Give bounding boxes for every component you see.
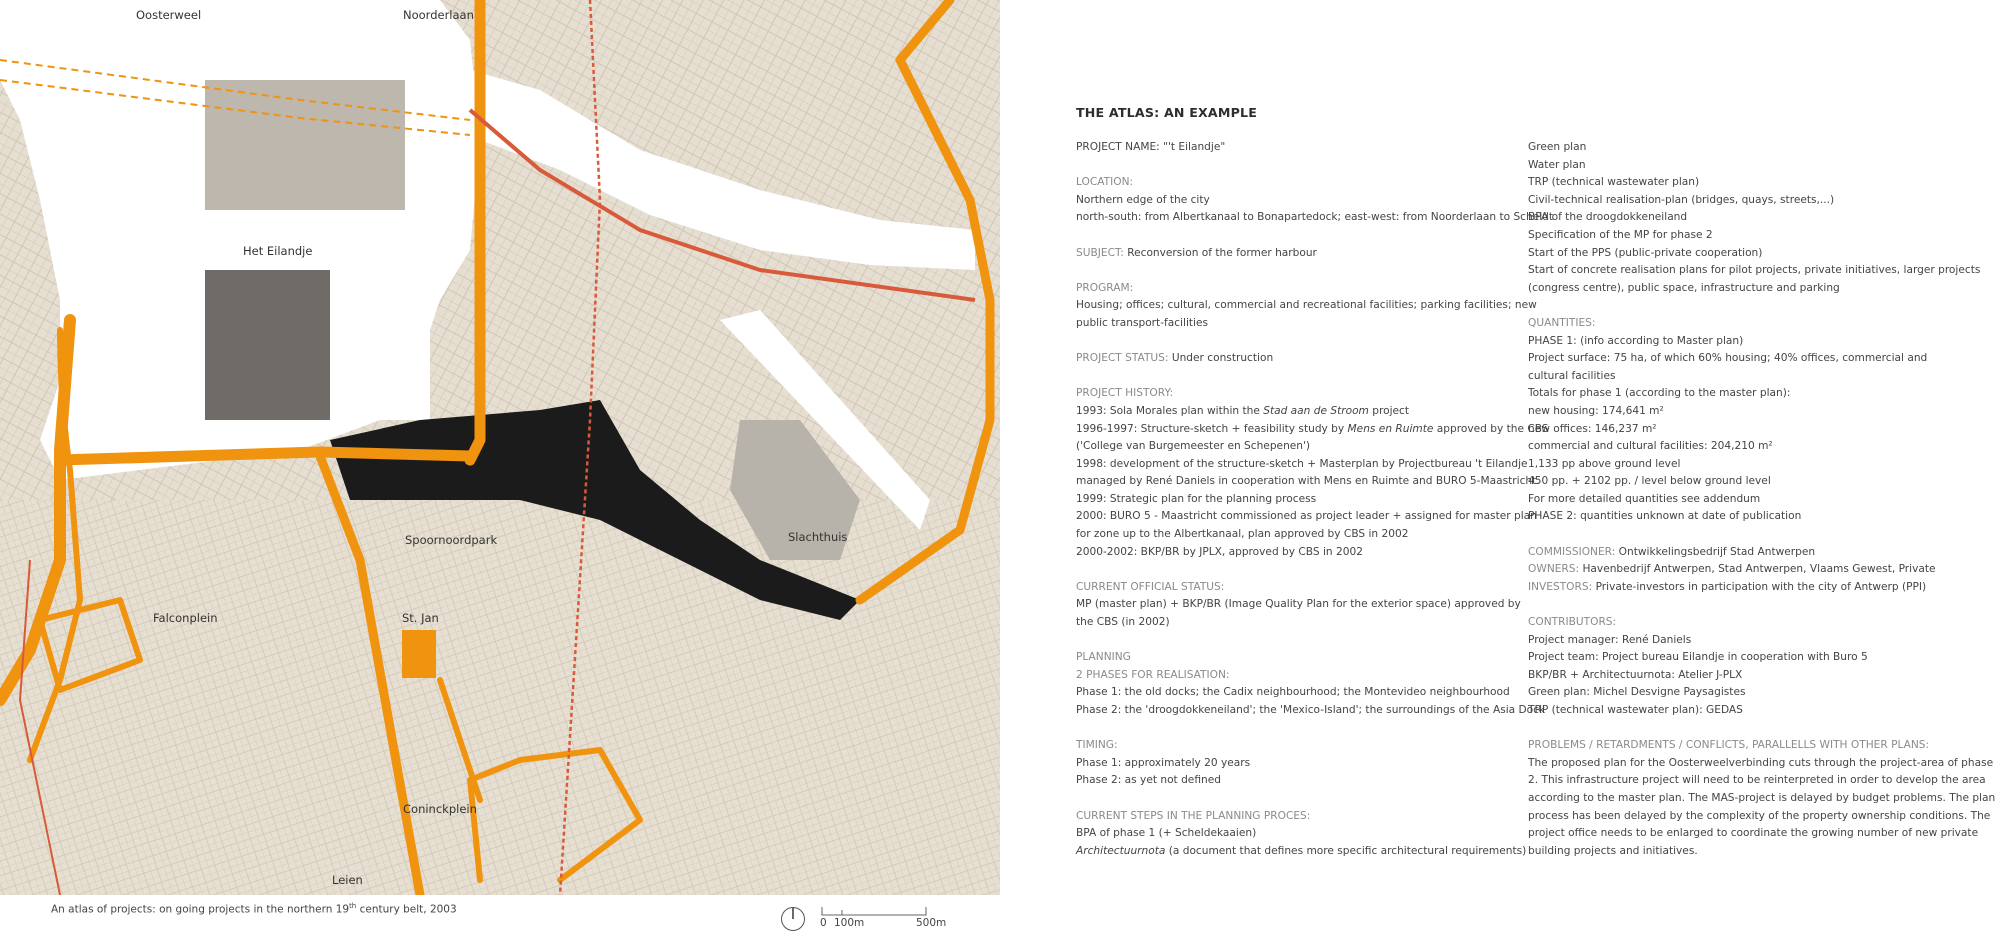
quantity-line: PHASE 1: (info according to Master plan) <box>1528 334 1744 347</box>
timing-label: TIMING: <box>1076 739 1118 752</box>
contributor-line: Green plan: Michel Desvigne Paysagistes <box>1528 686 1746 699</box>
program-line: Housing; offices; cultural, commercial and recreational facilities; parking facilities; new <box>1076 299 1537 312</box>
official-status-line: the CBS (in 2002) <box>1076 616 1170 629</box>
location-line: north-south: from Albertkanaal to Bonapartedock; east-west: from Noorderlaan to Scheldt <box>1076 211 1554 224</box>
history-line: 1999: Strategic plan for the planning process <box>1076 492 1317 505</box>
project-description <box>1076 0 1996 895</box>
quantity-line: 450 pp. + 2102 pp. / level below ground level <box>1528 475 1771 488</box>
column-left <box>1076 139 1554 860</box>
history-line: 2000: BURO 5 - Maastricht commissioned as project leader + assigned for master plan <box>1076 510 1537 523</box>
dock-block <box>205 80 405 210</box>
history-line: managed by René Daniels in cooperation with Mens en Ruimte and BURO 5-Maastricht. <box>1076 475 1540 488</box>
program-label: PROGRAM: <box>1076 281 1134 294</box>
steps-line: BPA of phase 1 (+ Scheldekaaien) <box>1076 827 1257 840</box>
timing-line: Phase 2: as yet not defined <box>1076 774 1221 787</box>
plan-line: (congress centre), public space, infrastructure and parking <box>1528 281 1840 294</box>
contributor-line: Project manager: René Daniels <box>1528 633 1692 646</box>
commissioner: COMMISSIONER: Ontwikkelingsbedrijf Stad Antwerpen <box>1528 545 1816 558</box>
project-status: PROJECT STATUS: Under construction <box>1076 352 1274 365</box>
owners: OWNERS: Havenbedrijf Antwerpen, Stad Antwerpen, Vlaams Gewest, Private <box>1528 563 1936 576</box>
north-arrow-icon <box>780 906 806 932</box>
map-label-het-eilandje: Het Eilandje <box>243 244 313 258</box>
map-label-slachthuis: Slachthuis <box>788 530 848 544</box>
planning-label: PLANNING <box>1076 651 1131 664</box>
quantity-line: For more detailed quantities see addendum <box>1528 492 1761 505</box>
quantity-line: new housing: 174,641 m² <box>1528 404 1664 417</box>
problem-line: building projects and initiatives. <box>1528 844 1698 857</box>
quantity-line: Project surface: 75 ha, of which 60% housing; 40% offices, commercial and <box>1528 352 1928 365</box>
steps-label: CURRENT STEPS IN THE PLANNING PROCES: <box>1076 809 1311 822</box>
contributor-line: BKP/BR + Architectuurnota: Atelier J-PLX <box>1528 668 1743 681</box>
column-right <box>1528 139 1996 860</box>
history-line: 1998: development of the structure-sketch + Masterplan by Projectbureau 't Eilandje <box>1076 457 1528 470</box>
history-line: ('College van Burgemeester en Schepenen') <box>1076 440 1311 453</box>
contributors-label: CONTRIBUTORS: <box>1528 616 1617 629</box>
map-label-coninckplein: Coninckplein <box>403 802 477 816</box>
quantity-line: Totals for phase 1 (according to the master plan): <box>1528 387 1791 400</box>
history-label: PROJECT HISTORY: <box>1076 387 1174 400</box>
plan-line: Civil-technical realisation-plan (bridges, quays, streets,...) <box>1528 193 1835 206</box>
scale-label-500m: 500m <box>916 917 947 929</box>
problem-line: according to the master plan. The MAS-project is delayed by budget problems. The plan <box>1528 791 1996 804</box>
project-name: PROJECT NAME: "'t Eilandje" <box>1076 141 1226 153</box>
page-title: THE ATLAS: AN EXAMPLE <box>1076 105 1258 120</box>
plan-line: Start of the PPS (public-private cooperation) <box>1528 246 1763 259</box>
map-label-falconplein: Falconplein <box>153 611 218 625</box>
plan-line: Specification of the MP for phase 2 <box>1528 228 1713 241</box>
map-label-spoornoordpark: Spoornoordpark <box>405 533 498 547</box>
quantities-label: QUANTITIES: <box>1528 316 1596 329</box>
timing-line: Phase 1: approximately 20 years <box>1076 756 1251 769</box>
scale-label-100m: 100m <box>834 917 865 929</box>
map-label-noorderlaan: Noorderlaan <box>403 8 474 22</box>
plan-line: BPA of the droogdokkeneiland <box>1528 211 1688 224</box>
official-status-label: CURRENT OFFICIAL STATUS: <box>1076 580 1225 593</box>
quantity-line: cultural facilities <box>1528 369 1616 382</box>
phase-line: Phase 1: the old docks; the Cadix neighbourhood; the Montevideo neighbourhood <box>1076 686 1510 699</box>
map-drawing <box>0 0 1000 895</box>
history-line: 1993: Sola Morales plan within the Stad aan de Stroom project <box>1076 404 1410 417</box>
official-status-line: MP (master plan) + BKP/BR (Image Quality Plan for the exterior space) approved by <box>1076 598 1521 611</box>
phases-label: 2 PHASES FOR REALISATION: <box>1076 668 1230 681</box>
plan-line: Start of concrete realisation plans for pilot projects, private initiatives, larger projects <box>1528 264 1981 277</box>
plan-line: TRP (technical wastewater plan) <box>1528 176 1700 189</box>
map-label-st-jan: St. Jan <box>402 611 439 625</box>
st-jan-block <box>402 630 436 678</box>
contributor-line: TRP (technical wastewater plan): GEDAS <box>1528 704 1743 716</box>
contributor-line: Project team: Project bureau Eilandje in cooperation with Buro 5 <box>1528 651 1868 664</box>
scale-label-zero: 0 <box>820 917 827 929</box>
map <box>0 0 1000 895</box>
map-caption: An atlas of projects: on going projects in the northern 19th century belt, 2003 <box>51 902 457 916</box>
plan-line: Green plan <box>1528 141 1587 153</box>
map-label-oosterweel: Oosterweel <box>136 8 202 22</box>
problem-line: process has been delayed by the complexity of the property ownership conditions. The <box>1528 809 1991 822</box>
history-line: for zone up to the Albertkanaal, plan approved by CBS in 2002 <box>1076 528 1409 541</box>
location-line: Northern edge of the city <box>1076 193 1210 206</box>
plan-line: Water plan <box>1528 158 1586 171</box>
program-line: public transport-facilities <box>1076 316 1209 329</box>
history-line: 2000-2002: BKP/BR by JPLX, approved by CBS in 2002 <box>1076 545 1363 558</box>
quantity-line: 1,133 pp above ground level <box>1528 457 1681 470</box>
problem-line: The proposed plan for the Oosterweelverbinding cuts through the project-area of phase <box>1528 756 1994 769</box>
subject: SUBJECT: Reconversion of the former harbour <box>1076 246 1317 259</box>
problems-label: PROBLEMS / RETARDMENTS / CONFLICTS, PARALLELLS WITH OTHER PLANS: <box>1528 739 1930 752</box>
problem-line: project office needs to be enlarged to coordinate the growing number of new private <box>1528 827 1979 840</box>
quantity-line: new offices: 146,237 m² <box>1528 422 1657 435</box>
quantity-line: commercial and cultural facilities: 204,210 m² <box>1528 440 1773 453</box>
location-label: LOCATION: <box>1076 176 1134 189</box>
phase-line: Phase 2: the 'droogdokkeneiland'; the 'Mexico-Island'; the surroundings of the Asia Dock <box>1076 704 1546 716</box>
history-line: 1996-1997: Structure-sketch + feasibility study by Mens en Ruimte approved by the CBS <box>1076 422 1549 435</box>
dock-block-dark <box>205 270 330 420</box>
problem-line: 2. This infrastructure project will need to be reinterpreted in order to develop the area <box>1528 774 1986 787</box>
quantity-line: PHASE 2: quantities unknown at date of publication <box>1528 510 1802 523</box>
steps-line: Architectuurnota (a document that defines more specific architectural requirements) <box>1076 844 1527 857</box>
map-label-leien: Leien <box>332 873 363 887</box>
investors: INVESTORS: Private-investors in participation with the city of Antwerp (PPI) <box>1528 580 1927 593</box>
